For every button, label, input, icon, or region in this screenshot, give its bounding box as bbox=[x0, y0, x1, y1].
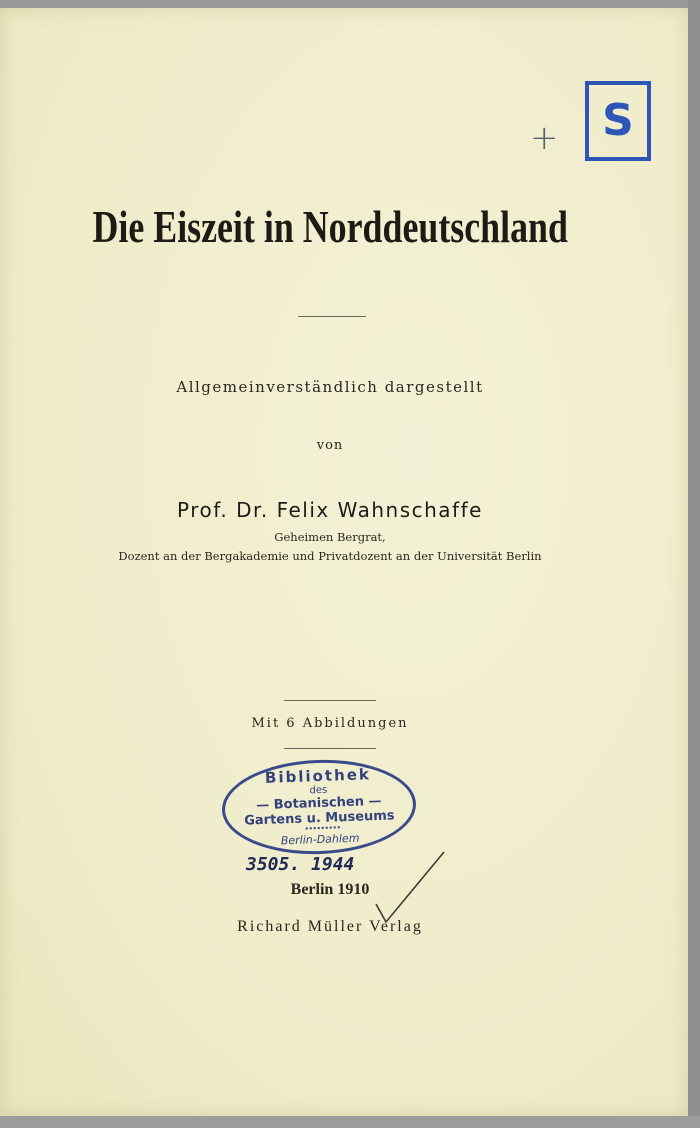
title-divider bbox=[298, 316, 366, 317]
author-title: Geheimen Bergrat, bbox=[274, 530, 386, 544]
library-stamp bbox=[220, 757, 417, 858]
library-stamp-dots bbox=[306, 826, 340, 831]
book-title: Die Eiszeit in Norddeutschland bbox=[92, 201, 568, 252]
author-name: Prof. Dr. Felix Wahnschaffe bbox=[177, 498, 483, 522]
library-stamp-line1: Bibliothek bbox=[264, 765, 372, 787]
illustrations-note: Mit 6 Abbildungen bbox=[251, 716, 409, 731]
scan-edge-bottom bbox=[0, 1116, 700, 1128]
library-stamp-line3: — Botanischen — bbox=[255, 793, 382, 814]
illustrations-divider-top bbox=[284, 700, 376, 701]
library-stamp-line4: Gartens u. Museums bbox=[243, 808, 395, 829]
book-subtitle: Allgemeinverständlich dargestellt bbox=[176, 378, 484, 396]
handwritten-accession-number: 3505. 1944 bbox=[246, 854, 355, 875]
s-stamp: S bbox=[585, 81, 651, 161]
scan-edge-right bbox=[688, 0, 700, 1128]
author-affiliation: Dozent an der Bergakademie und Privatdozent an der Universität Berlin bbox=[118, 549, 542, 563]
library-stamp-line5: Berlin-Dahlem bbox=[280, 831, 360, 848]
publication-place-year: Berlin 1910 bbox=[290, 881, 370, 898]
title-page bbox=[0, 8, 688, 1116]
publisher-name: Richard Müller Verlag bbox=[237, 918, 423, 935]
illustrations-divider-bottom bbox=[284, 748, 376, 749]
library-stamp-line2: des bbox=[309, 784, 328, 797]
plus-mark: + bbox=[530, 118, 559, 158]
by-word: von bbox=[316, 438, 344, 453]
